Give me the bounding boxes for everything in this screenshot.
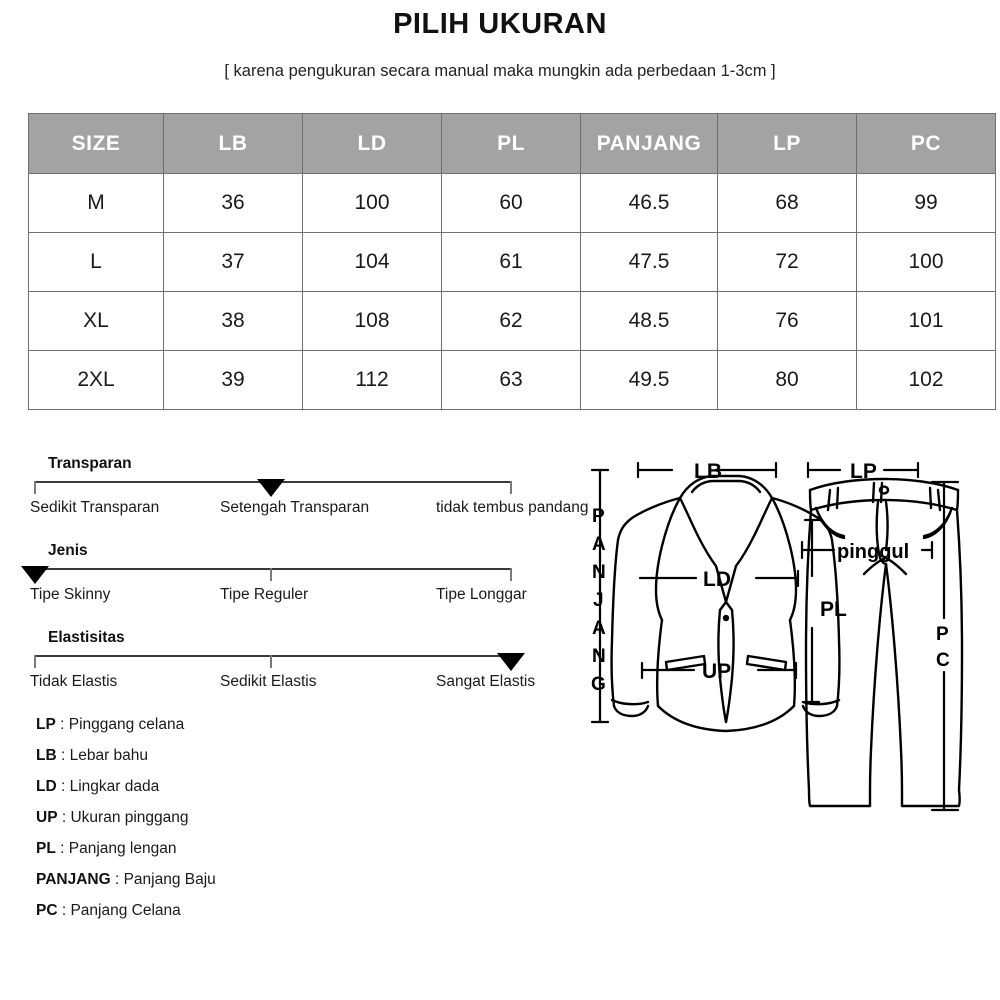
legend-separator: : xyxy=(56,747,70,764)
cell-size: XL xyxy=(29,292,164,351)
cell-ld: 112 xyxy=(303,351,442,410)
panjang-letter: N xyxy=(592,562,606,583)
cell-pl: 61 xyxy=(442,233,581,292)
scale-label-high: Sangat Elastis xyxy=(436,673,536,690)
scale-label-mid: Setengah Transparan xyxy=(220,499,370,516)
cell-panjang: 48.5 xyxy=(581,292,718,351)
cell-pc: 99 xyxy=(857,174,996,233)
scale-line xyxy=(34,568,512,570)
column-header-lb: LB xyxy=(164,114,303,174)
column-header-size: SIZE xyxy=(29,114,164,174)
cell-lb: 39 xyxy=(164,351,303,410)
cell-lb: 37 xyxy=(164,233,303,292)
table-row xyxy=(29,292,996,351)
scale-tick-left xyxy=(34,481,36,494)
legend-separator: : xyxy=(55,840,69,857)
garment-measurement-diagram xyxy=(588,450,988,830)
scale-labels-jenis xyxy=(30,586,575,608)
legend-item-up xyxy=(36,809,466,840)
page-subtitle: [ karena pengukuran secara manual maka mungkin ada perbedaan 1-3cm ] xyxy=(224,62,776,80)
cell-ld: 104 xyxy=(303,233,442,292)
page-title: PILIH UKURAN xyxy=(393,8,607,40)
scale-bar-jenis xyxy=(30,568,514,582)
column-header-pc: PC xyxy=(857,114,996,174)
cell-pc: 100 xyxy=(857,233,996,292)
legend-desc: Lebar bahu xyxy=(69,747,149,764)
cell-size: L xyxy=(29,233,164,292)
diagram-label-pl: PL xyxy=(820,598,847,621)
diagram-label-lp: LP xyxy=(850,460,877,483)
scale-title-elastisitas: Elastisitas xyxy=(48,629,125,646)
panjang-letter: A xyxy=(592,618,606,639)
legend-abbr: UP xyxy=(36,809,58,826)
column-header-pl: PL xyxy=(442,114,581,174)
table-row xyxy=(29,233,996,292)
scale-transparan xyxy=(30,455,589,542)
scale-tick-right xyxy=(510,481,512,494)
scale-label-low: Tidak Elastis xyxy=(30,673,118,690)
scale-jenis xyxy=(30,542,575,629)
scale-elastisitas xyxy=(30,629,575,716)
scale-marker-triangle-icon xyxy=(497,653,525,671)
pc-letter: C xyxy=(936,650,950,671)
diagram-label-panjang xyxy=(591,506,606,695)
cell-ld: 108 xyxy=(303,292,442,351)
panjang-letter: J xyxy=(593,590,604,611)
legend-desc: Panjang Celana xyxy=(70,902,181,919)
table-header-row xyxy=(29,114,996,174)
scale-title-jenis: Jenis xyxy=(48,542,88,559)
attribute-scales xyxy=(30,455,589,716)
scale-label-high: Tipe Longgar xyxy=(436,586,527,603)
column-header-lp: LP xyxy=(718,114,857,174)
legend-item-ld xyxy=(36,778,466,809)
legend-item-pl xyxy=(36,840,466,871)
scale-label-mid: Sedikit Elastis xyxy=(220,673,317,690)
scale-labels-transparan xyxy=(30,499,589,521)
scale-marker-triangle-icon xyxy=(21,566,49,584)
legend-desc: Panjang lengan xyxy=(68,840,177,857)
scale-line xyxy=(34,655,512,657)
scale-tick-left xyxy=(34,655,36,668)
legend-item-pc xyxy=(36,902,466,933)
size-chart-table xyxy=(28,113,996,410)
cell-lp: 72 xyxy=(718,233,857,292)
cell-panjang: 49.5 xyxy=(581,351,718,410)
column-header-ld: LD xyxy=(303,114,442,174)
scale-marker-triangle-icon xyxy=(257,479,285,497)
scale-title-transparan: Transparan xyxy=(48,455,132,472)
panjang-letter: A xyxy=(592,534,606,555)
cell-size: 2XL xyxy=(29,351,164,410)
legend-item-lb xyxy=(36,747,466,778)
legend-separator: : xyxy=(55,716,69,733)
legend-item-panjang xyxy=(36,871,466,902)
abbreviation-legend xyxy=(36,716,466,933)
scale-bar-elastisitas xyxy=(30,655,514,669)
panjang-letter: P xyxy=(592,506,605,527)
legend-item-lp xyxy=(36,716,466,747)
scale-label-low: Tipe Skinny xyxy=(30,586,111,603)
cell-pl: 60 xyxy=(442,174,581,233)
diagram-label-up: UP xyxy=(702,660,732,683)
legend-desc: Ukuran pinggang xyxy=(70,809,189,826)
cell-pl: 63 xyxy=(442,351,581,410)
cell-size: M xyxy=(29,174,164,233)
legend-abbr: LB xyxy=(36,747,57,764)
panjang-letter: N xyxy=(592,646,606,667)
legend-separator: : xyxy=(57,809,71,826)
legend-desc: Pinggang celana xyxy=(68,716,185,733)
panjang-letter: G xyxy=(591,674,606,695)
scale-tick-right xyxy=(510,568,512,581)
column-header-panjang: PANJANG xyxy=(581,114,718,174)
legend-abbr: PANJANG xyxy=(36,871,111,888)
scale-labels-elastisitas xyxy=(30,673,575,695)
diagram-label-ld: LD xyxy=(703,568,731,591)
diagram-label-pc xyxy=(936,624,950,671)
cell-lp: 80 xyxy=(718,351,857,410)
cell-lb: 38 xyxy=(164,292,303,351)
cell-lp: 68 xyxy=(718,174,857,233)
scale-bar-transparan xyxy=(30,481,514,495)
scale-label-high: tidak tembus pandang xyxy=(436,499,589,516)
cell-lp: 76 xyxy=(718,292,857,351)
legend-separator: : xyxy=(56,778,70,795)
scale-label-mid: Tipe Reguler xyxy=(220,586,309,603)
scale-label-low: Sedikit Transparan xyxy=(30,499,160,516)
diagram-label-pinggul: pinggul xyxy=(837,541,910,563)
table-row xyxy=(29,351,996,410)
cell-panjang: 46.5 xyxy=(581,174,718,233)
diagram-label-lb: LB xyxy=(694,460,722,483)
legend-abbr: PC xyxy=(36,902,58,919)
legend-desc: Lingkar dada xyxy=(69,778,160,795)
legend-separator: : xyxy=(57,902,71,919)
cell-lb: 36 xyxy=(164,174,303,233)
cell-pl: 62 xyxy=(442,292,581,351)
legend-desc: Panjang Baju xyxy=(123,871,216,888)
legend-separator: : xyxy=(110,871,124,888)
cell-panjang: 47.5 xyxy=(581,233,718,292)
legend-abbr: LD xyxy=(36,778,57,795)
legend-abbr: PL xyxy=(36,840,56,857)
table-row xyxy=(29,174,996,233)
legend-abbr: LP xyxy=(36,716,56,733)
scale-tick-mid xyxy=(270,655,272,668)
pc-letter: P xyxy=(936,624,949,645)
cell-ld: 100 xyxy=(303,174,442,233)
cell-pc: 101 xyxy=(857,292,996,351)
cell-pc: 102 xyxy=(857,351,996,410)
scale-tick-mid xyxy=(270,568,272,581)
